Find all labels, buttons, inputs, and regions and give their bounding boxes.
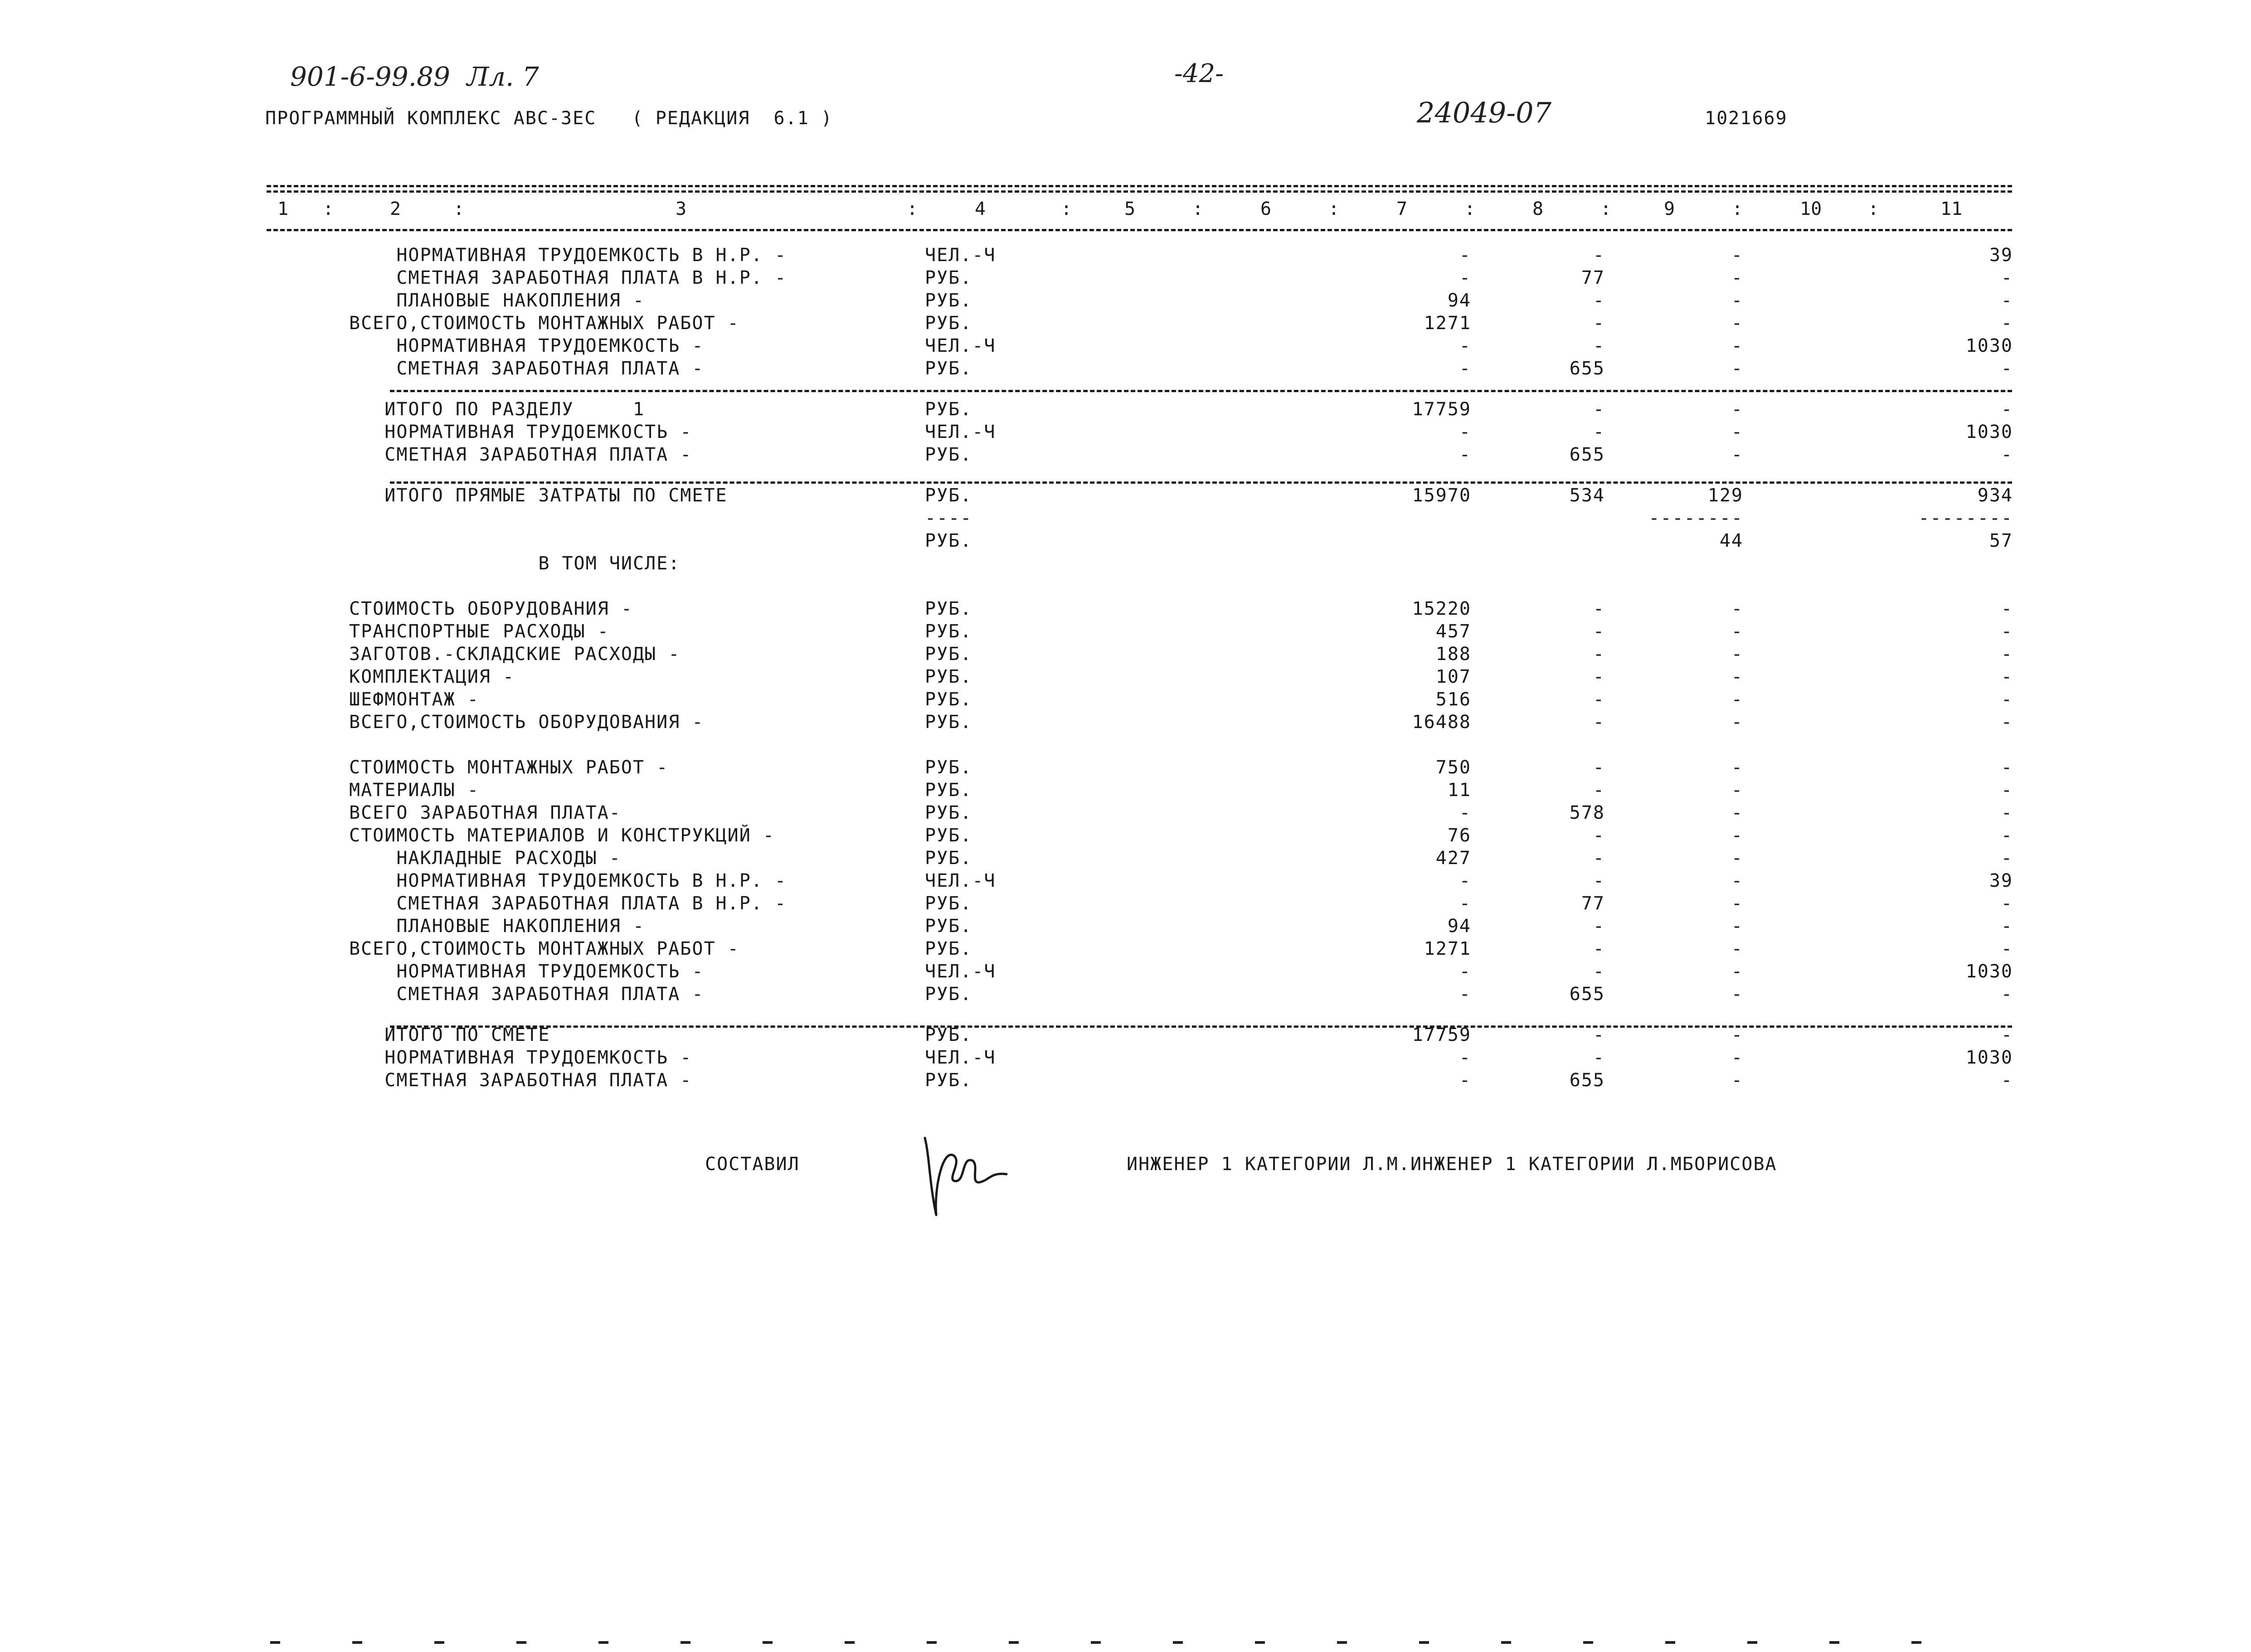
page-number: -42-: [1174, 59, 1224, 88]
column-header: 11: [1940, 199, 1963, 219]
table-row: [0, 508, 2251, 530]
cell-c7: -: [1459, 444, 1471, 465]
cell-label: ВСЕГО,СТОИМОСТЬ ОБОРУДОВАНИЯ -: [349, 712, 704, 733]
cell-c8: -: [1593, 422, 1605, 442]
cell-unit: ЧЕЛ.-Ч: [925, 870, 996, 891]
cell-c8: 534: [1569, 485, 1605, 506]
archive-number: 24049-07: [1417, 96, 1552, 129]
cell-c9: -: [1731, 825, 1743, 846]
cell-unit: РУБ.: [925, 444, 972, 465]
cell-c9: -: [1731, 961, 1743, 982]
cell-c9: -: [1731, 1047, 1743, 1068]
cell-label: ИТОГО ПО РАЗДЕЛУ 1: [349, 399, 645, 420]
cell-unit: РУБ.: [925, 938, 972, 959]
perforation-dash: [1255, 1641, 1265, 1644]
cell-label: КОМПЛЕКТАЦИЯ -: [349, 666, 515, 687]
perforation-dash: [1829, 1641, 1839, 1644]
column-header: :: [1464, 199, 1476, 219]
cell-c11: -: [2001, 399, 2013, 420]
table-row: [0, 757, 2251, 780]
perforation-dash: [1747, 1641, 1757, 1644]
table-row: [0, 621, 2251, 644]
cell-c9: -: [1731, 644, 1743, 665]
perforation-dash: [1173, 1641, 1183, 1644]
cell-c8: -: [1593, 666, 1605, 687]
cell-c11: -: [2001, 290, 2013, 311]
cell-c11: -: [2001, 1070, 2013, 1091]
cell-c11: -: [2001, 621, 2013, 642]
cell-c11: -: [2001, 1025, 2013, 1045]
cell-c7: -: [1459, 984, 1471, 1005]
cell-label: ТРАНСПОРТНЫЕ РАСХОДЫ -: [349, 621, 609, 642]
column-header: 3: [676, 199, 687, 219]
table-row: [0, 290, 2251, 313]
cell-c9: -: [1731, 666, 1743, 687]
cell-c8: -: [1593, 335, 1605, 356]
cell-label: НОРМАТИВНАЯ ТРУДОЕМКОСТЬ В Н.Р. -: [349, 245, 787, 266]
cell-c7: 1271: [1424, 313, 1471, 334]
cell-c11: 39: [1989, 870, 2013, 891]
table-row: [0, 485, 2251, 508]
table-row: [0, 802, 2251, 825]
cell-unit: РУБ.: [925, 666, 972, 687]
cell-unit: ЧЕЛ.-Ч: [925, 1047, 996, 1068]
table-row: [0, 530, 2251, 553]
cell-c7: -: [1459, 335, 1471, 356]
cell-c11: -: [2001, 780, 2013, 801]
cell-unit: РУБ.: [925, 358, 972, 379]
cell-c11: -: [2001, 893, 2013, 914]
table-row: [0, 598, 2251, 621]
cell-c11: -: [2001, 267, 2013, 288]
table-row: [0, 916, 2251, 938]
cell-c7: 15970: [1412, 485, 1471, 506]
cell-c9: -: [1731, 422, 1743, 442]
cell-unit: ЧЕЛ.-Ч: [925, 245, 996, 266]
program-complex-title: ПРОГРАММНЫЙ КОМПЛЕКС АВС-3ЕС ( РЕДАКЦИЯ 6.1 ): [265, 108, 833, 129]
cell-c8: -: [1593, 598, 1605, 619]
cell-unit: РУБ.: [925, 712, 972, 733]
cell-unit: РУБ.: [925, 825, 972, 846]
cell-c9: -: [1731, 984, 1743, 1005]
column-header: :: [907, 199, 918, 219]
compiled-by-label: СОСТАВИЛ: [705, 1154, 800, 1175]
column-header: :: [453, 199, 465, 219]
cell-c9: -: [1731, 938, 1743, 959]
column-header: 7: [1396, 199, 1408, 219]
cell-c8: 655: [1569, 444, 1605, 465]
cell-c8: -: [1593, 848, 1605, 869]
cell-c9: -: [1731, 335, 1743, 356]
table-row: [0, 825, 2251, 848]
cell-label: НОРМАТИВНАЯ ТРУДОЕМКОСТЬ -: [349, 422, 692, 442]
cell-c9: -: [1731, 848, 1743, 869]
perforation-dash: [763, 1641, 773, 1644]
table-row: [0, 938, 2251, 961]
table-top-rule: [267, 185, 2012, 187]
cell-c9: -: [1731, 689, 1743, 710]
cell-c7: 15220: [1412, 598, 1471, 619]
perforation-dash: [681, 1641, 690, 1644]
perforation-dash: [927, 1641, 937, 1644]
cell-label: ВСЕГО,СТОИМОСТЬ МОНТАЖНЫХ РАБОТ -: [349, 313, 739, 334]
cell-c9: 44: [1719, 530, 1743, 551]
cell-label: ШЕФМОНТАЖ -: [349, 689, 479, 710]
cell-c9: -: [1731, 870, 1743, 891]
cell-c7: 427: [1435, 848, 1471, 869]
cell-c11: -: [2001, 444, 2013, 465]
cell-c11: 1030: [1965, 1047, 2013, 1068]
cell-c11: -: [2001, 358, 2013, 379]
cell-unit: РУБ.: [925, 848, 972, 869]
cell-c8: -: [1593, 399, 1605, 420]
column-header: :: [1328, 199, 1340, 219]
cell-c11: -: [2001, 666, 2013, 687]
cell-c7: 76: [1447, 825, 1471, 846]
perforation-dash: [1911, 1641, 1921, 1644]
cell-label: СТОИМОСТЬ МАТЕРИАЛОВ И КОНСТРУКЦИЙ -: [349, 825, 775, 846]
cell-c9: -: [1731, 802, 1743, 823]
cell-c9: --------: [1648, 508, 1743, 529]
cell-c11: 1030: [1965, 335, 2013, 356]
cell-c9: -: [1731, 621, 1743, 642]
cell-label: НОРМАТИВНАЯ ТРУДОЕМКОСТЬ -: [349, 1047, 692, 1068]
cell-c8: -: [1593, 621, 1605, 642]
cell-c11: -: [2001, 916, 2013, 937]
cell-c9: -: [1731, 358, 1743, 379]
cell-c8: 578: [1569, 802, 1605, 823]
cell-label: ИТОГО ПРЯМЫЕ ЗАТРАТЫ ПО СМЕТЕ: [349, 485, 728, 506]
cell-unit: РУБ.: [925, 598, 972, 619]
cell-unit: РУБ.: [925, 621, 972, 642]
cell-c7: 107: [1435, 666, 1471, 687]
cell-c9: 129: [1707, 485, 1743, 506]
table-row: [0, 576, 2251, 598]
header-bottom-rule: [267, 229, 2012, 231]
cell-unit: ЧЕЛ.-Ч: [925, 335, 996, 356]
table-row: [0, 893, 2251, 916]
cell-label: СМЕТНАЯ ЗАРАБОТНАЯ ПЛАТА -: [349, 358, 704, 379]
perforation-dash: [516, 1641, 526, 1644]
cell-label: СМЕТНАЯ ЗАРАБОТНАЯ ПЛАТА -: [349, 444, 692, 465]
document-code: 1021669: [1705, 108, 1788, 129]
cell-c8: -: [1593, 290, 1605, 311]
column-header: 4: [975, 199, 986, 219]
table-row: [0, 734, 2251, 757]
cell-c11: -: [2001, 938, 2013, 959]
cell-c8: 77: [1581, 893, 1605, 914]
perforation-dash: [1091, 1641, 1101, 1644]
column-header: 10: [1800, 199, 1822, 219]
cell-c9: -: [1731, 757, 1743, 778]
cell-c8: -: [1593, 825, 1605, 846]
cell-unit: РУБ.: [925, 1025, 972, 1045]
cell-unit: РУБ.: [925, 780, 972, 801]
cell-c8: -: [1593, 712, 1605, 733]
table-row: [0, 267, 2251, 290]
cell-label: СМЕТНАЯ ЗАРАБОТНАЯ ПЛАТА В Н.Р. -: [349, 267, 787, 288]
cell-c9: -: [1731, 893, 1743, 914]
cell-c11: -: [2001, 598, 2013, 619]
cell-unit: РУБ.: [925, 485, 972, 506]
cell-c9: -: [1731, 1025, 1743, 1045]
cell-c8: -: [1593, 961, 1605, 982]
cell-c9: -: [1731, 780, 1743, 801]
cell-c11: --------: [1918, 508, 2013, 529]
cell-label: НАКЛАДНЫЕ РАСХОДЫ -: [349, 848, 621, 869]
perforation-dash: [1419, 1641, 1429, 1644]
cell-label: СТОИМОСТЬ МОНТАЖНЫХ РАБОТ -: [349, 757, 669, 778]
cell-c11: 1030: [1965, 961, 2013, 982]
cell-label: НОРМАТИВНАЯ ТРУДОЕМКОСТЬ -: [349, 961, 704, 982]
cell-label: СМЕТНАЯ ЗАРАБОТНАЯ ПЛАТА -: [349, 984, 704, 1005]
table-row: [0, 712, 2251, 734]
cell-unit: РУБ.: [925, 267, 972, 288]
table-row: [0, 666, 2251, 689]
cell-c7: -: [1459, 893, 1471, 914]
table-row: [0, 689, 2251, 712]
cell-label: НОРМАТИВНАЯ ТРУДОЕМКОСТЬ В Н.Р. -: [349, 870, 787, 891]
table-row: [0, 961, 2251, 984]
cell-unit: РУБ.: [925, 893, 972, 914]
cell-unit: ----: [925, 508, 972, 529]
cell-unit: РУБ.: [925, 757, 972, 778]
cell-c7: 457: [1435, 621, 1471, 642]
cell-label: СМЕТНАЯ ЗАРАБОТНАЯ ПЛАТА -: [349, 1070, 692, 1091]
cell-c7: -: [1459, 245, 1471, 266]
cell-c7: -: [1459, 802, 1471, 823]
cell-c9: -: [1731, 712, 1743, 733]
document-number: 901-6-99.89 Лл. 7: [290, 61, 539, 92]
cell-c7: 188: [1435, 644, 1471, 665]
table-row: [0, 870, 2251, 893]
cell-unit: РУБ.: [925, 530, 972, 551]
table-row: [0, 553, 2251, 576]
cell-c8: 655: [1569, 358, 1605, 379]
cell-c7: 516: [1435, 689, 1471, 710]
cell-c11: -: [2001, 689, 2013, 710]
cell-c7: -: [1459, 358, 1471, 379]
cell-c9: -: [1731, 313, 1743, 334]
perforation-dash: [434, 1641, 444, 1644]
perforation-dash: [352, 1641, 362, 1644]
column-header: :: [1732, 199, 1743, 219]
cell-c9: -: [1731, 1070, 1743, 1091]
cell-c7: -: [1459, 961, 1471, 982]
cell-c7: 1271: [1424, 938, 1471, 959]
column-header: :: [1061, 199, 1072, 219]
perforation-dash: [1501, 1641, 1511, 1644]
perforation-dash: [845, 1641, 855, 1644]
cell-c8: -: [1593, 245, 1605, 266]
cell-c11: 57: [1989, 530, 2013, 551]
cell-label: ВСЕГО ЗАРАБОТНАЯ ПЛАТА-: [349, 802, 621, 823]
cell-c8: -: [1593, 916, 1605, 937]
cell-c8: -: [1593, 757, 1605, 778]
cell-c7: 17759: [1412, 1025, 1471, 1045]
cell-c11: -: [2001, 802, 2013, 823]
cell-c8: -: [1593, 938, 1605, 959]
column-header: :: [323, 199, 334, 219]
column-header: 2: [390, 199, 401, 219]
cell-c11: -: [2001, 848, 2013, 869]
cell-c7: -: [1459, 422, 1471, 442]
perforation-dash: [1665, 1641, 1675, 1644]
table-row: [0, 399, 2251, 422]
cell-c9: -: [1731, 290, 1743, 311]
column-header: 1: [277, 199, 289, 219]
cell-c11: -: [2001, 313, 2013, 334]
cell-c11: 1030: [1965, 422, 2013, 442]
cell-c7: 16488: [1412, 712, 1471, 733]
cell-unit: РУБ.: [925, 1070, 972, 1091]
cell-c11: -: [2001, 825, 2013, 846]
cell-c11: -: [2001, 644, 2013, 665]
column-header: :: [1600, 199, 1612, 219]
signature-image: [911, 1129, 1011, 1220]
cell-label: НОРМАТИВНАЯ ТРУДОЕМКОСТЬ -: [349, 335, 704, 356]
column-header: :: [1868, 199, 1879, 219]
column-header: 5: [1124, 199, 1136, 219]
cell-c7: -: [1459, 1070, 1471, 1091]
cell-c7: -: [1459, 870, 1471, 891]
cell-label: МАТЕРИАЛЫ -: [349, 780, 479, 801]
table-row: [0, 1047, 2251, 1070]
table-row: [0, 1025, 2251, 1047]
cell-c7: 750: [1435, 757, 1471, 778]
cell-c11: -: [2001, 712, 2013, 733]
cell-c8: -: [1593, 780, 1605, 801]
cell-c9: -: [1731, 267, 1743, 288]
cell-unit: ЧЕЛ.-Ч: [925, 961, 996, 982]
column-header: 6: [1260, 199, 1272, 219]
table-row: [0, 358, 2251, 381]
cell-c8: -: [1593, 870, 1605, 891]
table-row: [0, 780, 2251, 802]
cell-unit: РУБ.: [925, 644, 972, 665]
perforation-dash: [1337, 1641, 1347, 1644]
table-row: [0, 313, 2251, 335]
cell-c9: -: [1731, 399, 1743, 420]
column-header: :: [1192, 199, 1204, 219]
table-row: [0, 444, 2251, 467]
cell-unit: РУБ.: [925, 984, 972, 1005]
perforation-dash: [598, 1641, 608, 1644]
cell-label: ВСЕГО,СТОИМОСТЬ МОНТАЖНЫХ РАБОТ -: [349, 938, 739, 959]
cell-unit: РУБ.: [925, 290, 972, 311]
column-header: 8: [1532, 199, 1544, 219]
cell-c7: 94: [1447, 290, 1471, 311]
cell-c8: -: [1593, 313, 1605, 334]
cell-unit: РУБ.: [925, 689, 972, 710]
cell-c11: 934: [1977, 485, 2013, 506]
cell-unit: РУБ.: [925, 399, 972, 420]
table-row: [0, 1070, 2251, 1093]
cell-c7: -: [1459, 267, 1471, 288]
section-rule: [390, 1025, 2012, 1028]
cell-c8: -: [1593, 1047, 1605, 1068]
table-row: [0, 848, 2251, 870]
table-row: [0, 984, 2251, 1006]
cell-c7: -: [1459, 1047, 1471, 1068]
perforation-dash: [1583, 1641, 1593, 1644]
cell-label: ЗАГОТОВ.-СКЛАДСКИЕ РАСХОДЫ -: [349, 644, 681, 665]
table-row: [0, 644, 2251, 666]
column-header-row: [0, 199, 2251, 221]
column-header: 9: [1664, 199, 1675, 219]
cell-c9: -: [1731, 916, 1743, 937]
cell-unit: ЧЕЛ.-Ч: [925, 422, 996, 442]
cell-label: ИТОГО ПО СМЕТЕ: [349, 1025, 550, 1045]
cell-c9: -: [1731, 245, 1743, 266]
cell-c11: -: [2001, 984, 2013, 1005]
cell-c8: -: [1593, 644, 1605, 665]
engineer-signature-line: ИНЖЕНЕР 1 КАТЕГОРИИ Л.М.ИНЖЕНЕР 1 КАТЕГОРИИ Л.МБОРИСОВА: [1127, 1154, 1777, 1175]
cell-label: ПЛАНОВЫЕ НАКОПЛЕНИЯ -: [349, 916, 645, 937]
cell-c8: 655: [1569, 1070, 1605, 1091]
cell-label: В ТОМ ЧИСЛЕ:: [349, 553, 681, 574]
cell-c8: 77: [1581, 267, 1605, 288]
cell-c11: -: [2001, 757, 2013, 778]
cell-c8: -: [1593, 1025, 1605, 1045]
perforation-dash: [270, 1641, 280, 1644]
cell-unit: РУБ.: [925, 802, 972, 823]
cell-unit: РУБ.: [925, 916, 972, 937]
cell-label: ПЛАНОВЫЕ НАКОПЛЕНИЯ -: [349, 290, 645, 311]
section-rule: [390, 481, 2012, 484]
cell-unit: РУБ.: [925, 313, 972, 334]
table-row: [0, 335, 2251, 358]
cell-c7: 94: [1447, 916, 1471, 937]
cell-c11: 39: [1989, 245, 2013, 266]
cell-c8: -: [1593, 689, 1605, 710]
cell-c9: -: [1731, 598, 1743, 619]
cell-c9: -: [1731, 444, 1743, 465]
table-top-rule-2: [267, 190, 2012, 193]
table-row: [0, 422, 2251, 444]
cell-label: СМЕТНАЯ ЗАРАБОТНАЯ ПЛАТА В Н.Р. -: [349, 893, 787, 914]
perforation-dash: [1009, 1641, 1019, 1644]
section-rule: [390, 390, 2012, 392]
cell-c7: 17759: [1412, 399, 1471, 420]
table-row: [0, 245, 2251, 267]
cell-label: СТОИМОСТЬ ОБОРУДОВАНИЯ -: [349, 598, 633, 619]
cell-c7: 11: [1447, 780, 1471, 801]
cell-c8: 655: [1569, 984, 1605, 1005]
